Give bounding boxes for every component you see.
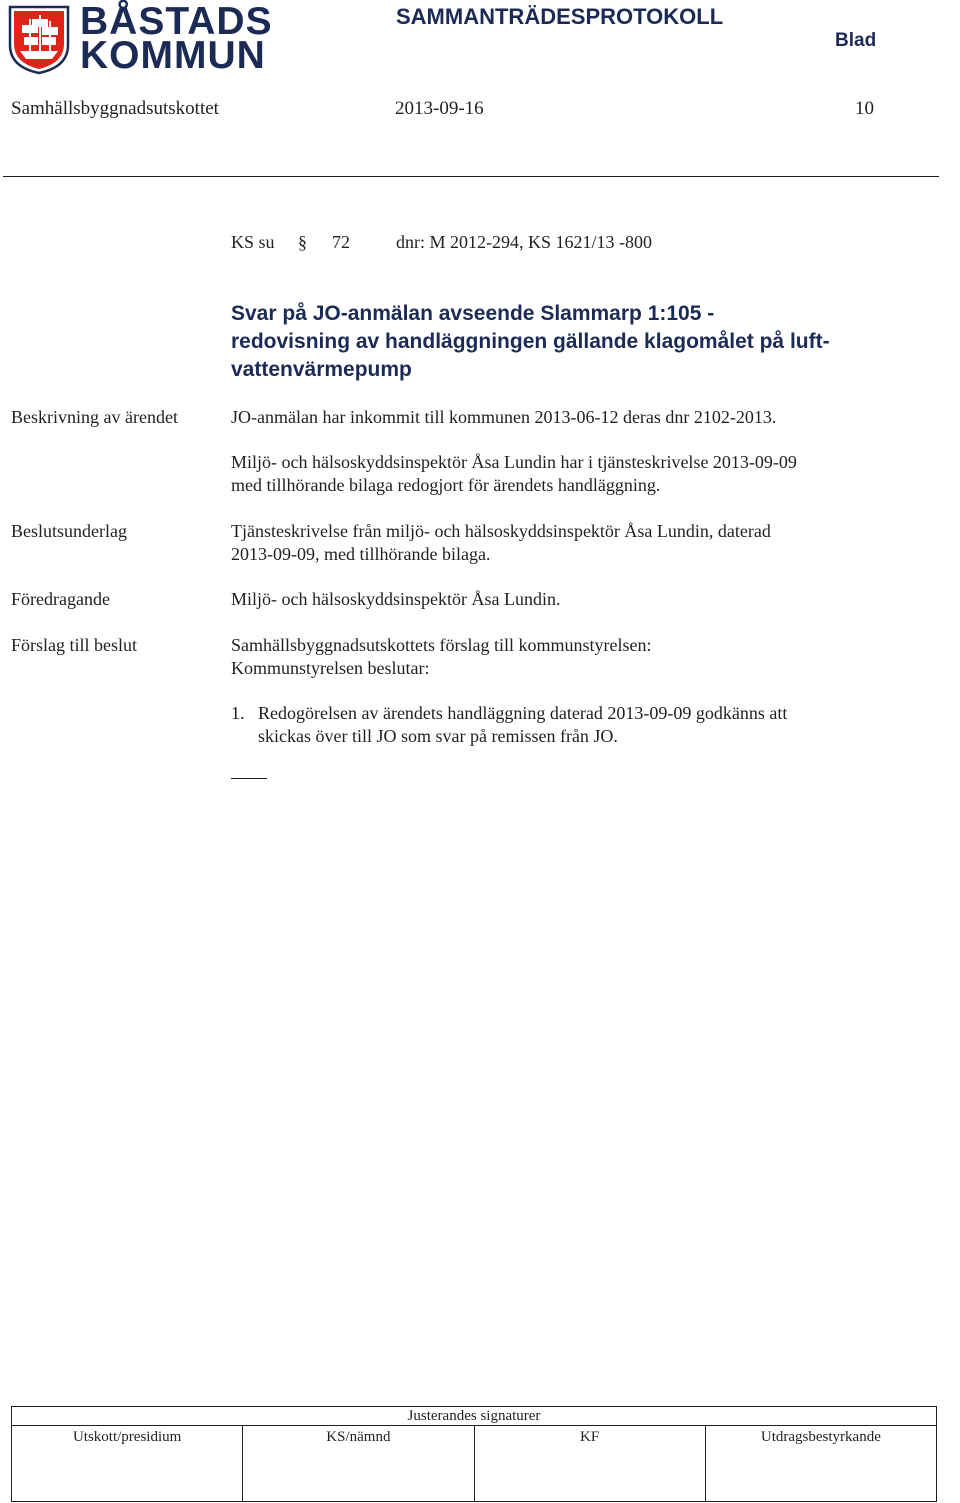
meeting-date: 2013-09-16: [395, 98, 484, 119]
signature-cell-ks: [243, 1426, 474, 1502]
paragraph-sign: §: [298, 232, 307, 252]
signature-label-utdrag: Utdragsbestyrkande: [760, 1429, 881, 1445]
label-foredragande: Föredragande: [11, 589, 110, 609]
signature-cell-utskott: [12, 1426, 243, 1502]
reference-body: KS su: [231, 232, 275, 252]
signature-cell-utdrag: [705, 1426, 936, 1502]
decision-item-line2: skickas över till JO som svar på remissen från JO.: [258, 726, 618, 746]
label-forslag: Förslag till beslut: [11, 635, 137, 655]
signature-label-utskott: Utskott/presidium: [72, 1429, 182, 1445]
beskrivning-p1: JO-anmälan har inkommit till kommunen 2013-06-12 deras dnr 2102-2013.: [231, 407, 777, 427]
beslutsunderlag-line1: Tjänsteskrivelse från miljö- och hälsoskyddsinspektör Åsa Lundin, daterad: [231, 521, 771, 541]
signature-label-ks: KS/nämnd: [326, 1429, 391, 1445]
municipality-coat-of-arms: [8, 5, 70, 75]
committee-name: Samhällsbyggnadsutskottet: [11, 98, 219, 119]
section-end-rule: [231, 778, 267, 779]
beskrivning-p2-line2: med tillhörande bilaga redogjort för ärendets handläggning.: [231, 475, 661, 495]
decision-item-line1: Redogörelsen av ärendets handläggning daterad 2013-09-09 godkänns att: [258, 703, 788, 723]
matter-title-line3: vattenvärmepump: [231, 358, 412, 381]
matter-title-line2: redovisning av handläggningen gällande klagomålet på luft-: [231, 330, 830, 353]
logo-wordmark-line2: KOMMUN: [80, 34, 266, 77]
page-number: 10: [855, 98, 874, 119]
signature-cell-kf: [474, 1426, 705, 1502]
logo-wordmark-line1: BÅSTADS: [80, 0, 273, 43]
beslutsunderlag-line2: 2013-09-09, med tillhörande bilaga.: [231, 544, 491, 564]
beskrivning-p2-line1: Miljö- och hälsoskyddsinspektör Åsa Lundin har i tjänsteskrivelse 2013-09-09: [231, 452, 797, 472]
diary-number: dnr: M 2012-294, KS 1621/13 -800: [396, 232, 652, 252]
page-label: Blad: [835, 30, 877, 51]
signature-label-kf: KF: [580, 1429, 600, 1445]
matter-title-line1: Svar på JO-anmälan avseende Slammarp 1:105 -: [231, 302, 715, 325]
forslag-line2: Kommunstyrelsen beslutar:: [231, 658, 430, 678]
signature-table: [11, 1406, 937, 1502]
signature-caption: [12, 1407, 937, 1426]
paragraph-number: 72: [332, 232, 350, 252]
header-divider: [3, 176, 939, 177]
foredragande-text: Miljö- och hälsoskyddsinspektör Åsa Lundin.: [231, 589, 561, 609]
decision-item-number: 1.: [231, 703, 245, 723]
label-beskrivning: Beskrivning av ärendet: [11, 407, 178, 427]
label-beslutsunderlag: Beslutsunderlag: [11, 521, 127, 541]
document-type: SAMMANTRÄDESPROTOKOLL: [396, 4, 724, 29]
forslag-line1: Samhällsbyggnadsutskottets förslag till kommunstyrelsen:: [231, 635, 652, 655]
signature-caption-text: Justerandes signaturer: [407, 1408, 541, 1424]
